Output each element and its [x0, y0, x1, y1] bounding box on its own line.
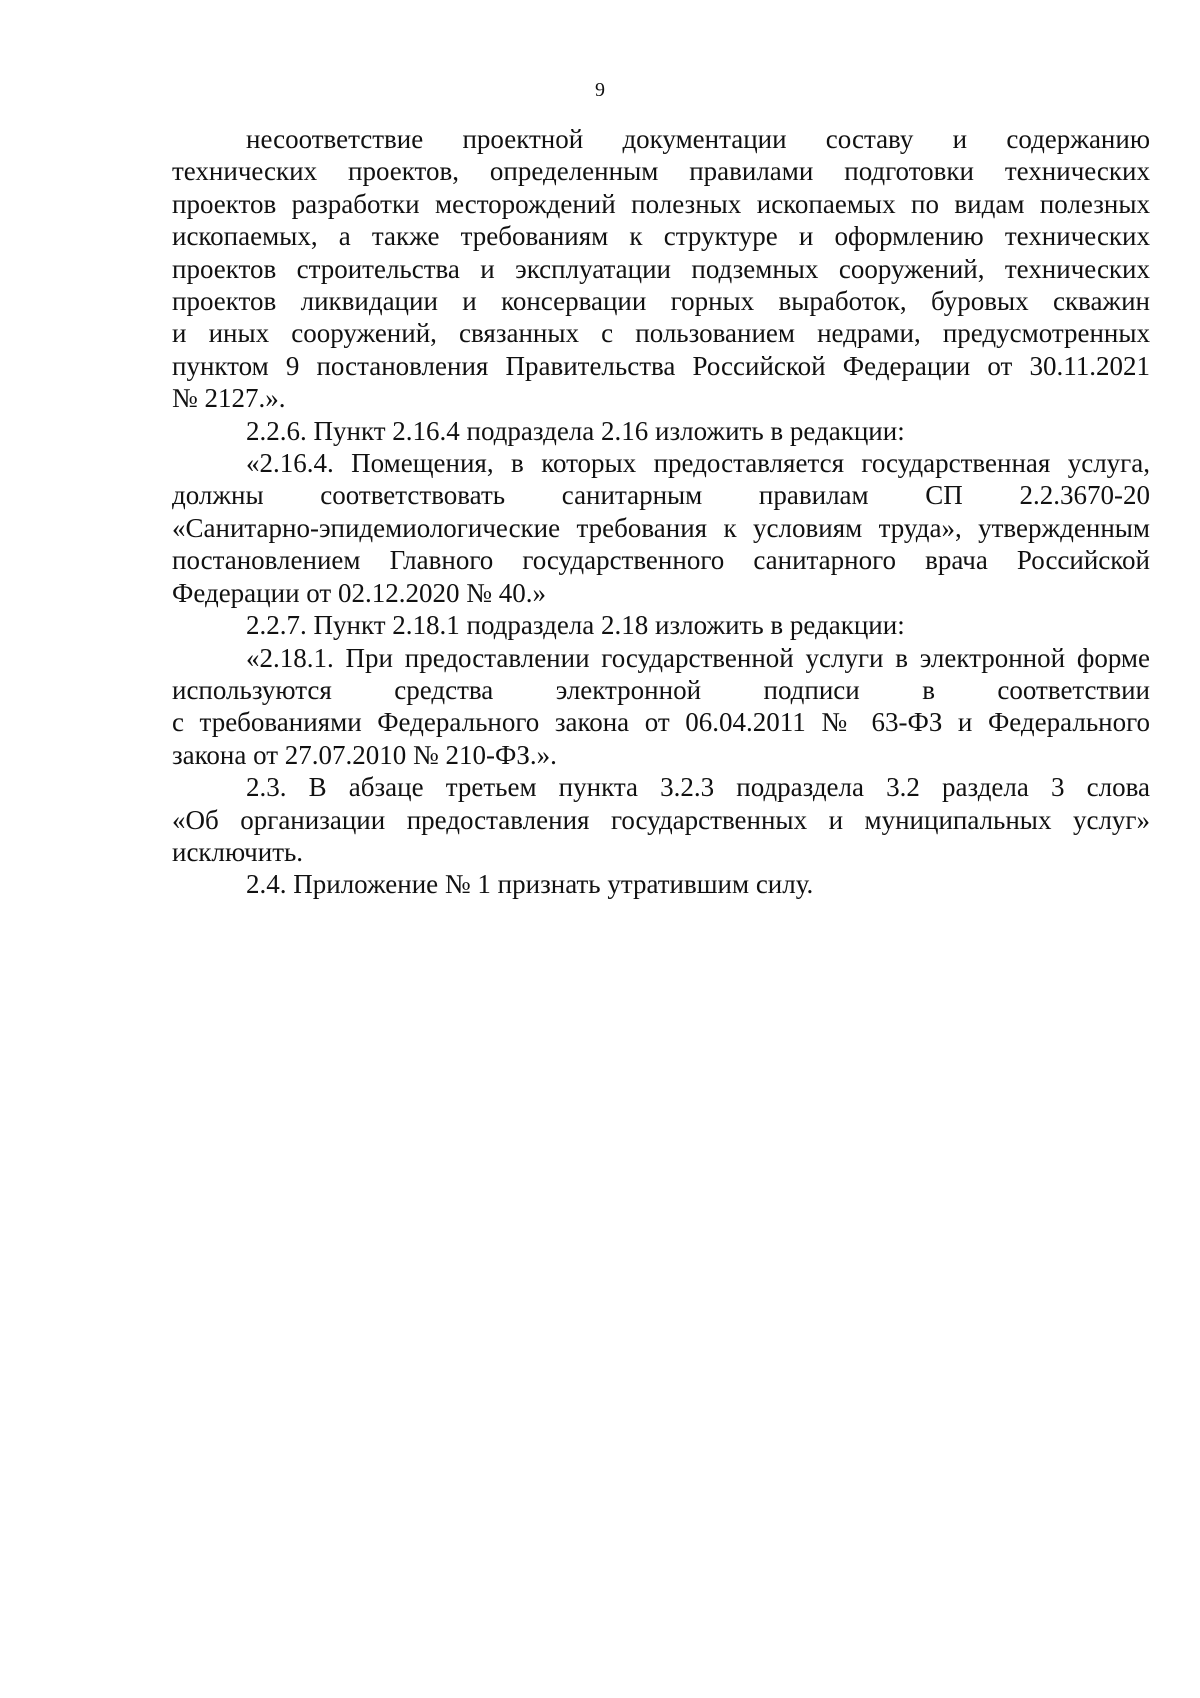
- text-line: пунктом 9 постановления Правительства Российской Федерации от 30.11.2021: [172, 350, 1150, 381]
- text-line: 2.2.6. Пункт 2.16.4 подраздела 2.16 изложить в редакции:: [246, 415, 905, 446]
- paragraph-clause-2-16-4: [172, 447, 1150, 609]
- text-line: закона от 27.07.2010 № 210-ФЗ.».: [172, 739, 557, 770]
- text-line: ископаемых, а также требованиям к структуре и оформлению технических: [172, 221, 1150, 252]
- text-line: 2.4. Приложение № 1 признать утратившим силу.: [246, 869, 814, 900]
- paragraph-clause-2-2-7: [172, 609, 1150, 641]
- text-line: проектов ликвидации и консервации горных выработок, буровых скважин: [172, 286, 1150, 317]
- text-line: несоответствие проектной документации составу и содержанию: [246, 124, 1150, 154]
- text-line: используются средства электронной подписи в соответствии: [172, 674, 1150, 705]
- paragraph-clause-2-2-6: [172, 415, 1150, 447]
- text-line: технических проектов, определенным правилами подготовки технических: [172, 156, 1150, 187]
- document-body: [172, 123, 1150, 901]
- text-line: с требованиями Федерального закона от 06.04.2011 № 63-ФЗ и Федерального: [172, 707, 1150, 738]
- paragraph-clause-2-18-1: [172, 642, 1150, 772]
- paragraph-clause-2-3: [172, 771, 1150, 868]
- text-line: проектов разработки месторождений полезных ископаемых по видам полезных: [172, 188, 1150, 219]
- text-line: № 2127.».: [172, 383, 286, 414]
- paragraph-nonconformity: [172, 123, 1150, 415]
- text-line: «Об организации предоставления государственных и муниципальных услуг»: [172, 804, 1150, 835]
- text-line: 2.3. В абзаце третьем пункта 3.2.3 подраздела 3.2 раздела 3 слова: [246, 772, 1150, 803]
- text-line: должны соответствовать санитарным правилам СП 2.2.3670-20: [172, 480, 1150, 511]
- text-line: «2.16.4. Помещения, в которых предоставляется государственная услуга,: [246, 448, 1150, 479]
- text-line: Федерации от 02.12.2020 № 40.»: [172, 577, 546, 608]
- text-line: «2.18.1. При предоставлении государственной услуги в электронной форме: [246, 642, 1150, 673]
- text-line: исключить.: [172, 836, 304, 867]
- paragraph-clause-2-4: [172, 868, 1150, 900]
- text-line: проектов строительства и эксплуатации подземных сооружений, технических: [172, 253, 1150, 284]
- text-line: 2.2.7. Пункт 2.18.1 подраздела 2.18 изложить в редакции:: [246, 610, 905, 641]
- text-line: «Санитарно-эпидемиологические требования к условиям труда», утвержденным: [172, 512, 1150, 543]
- page-number: 9: [595, 79, 605, 101]
- text-line: и иных сооружений, связанных с пользованием недрами, предусмотренных: [172, 318, 1150, 349]
- text-line: постановлением Главного государственного санитарного врача Российской: [172, 545, 1150, 576]
